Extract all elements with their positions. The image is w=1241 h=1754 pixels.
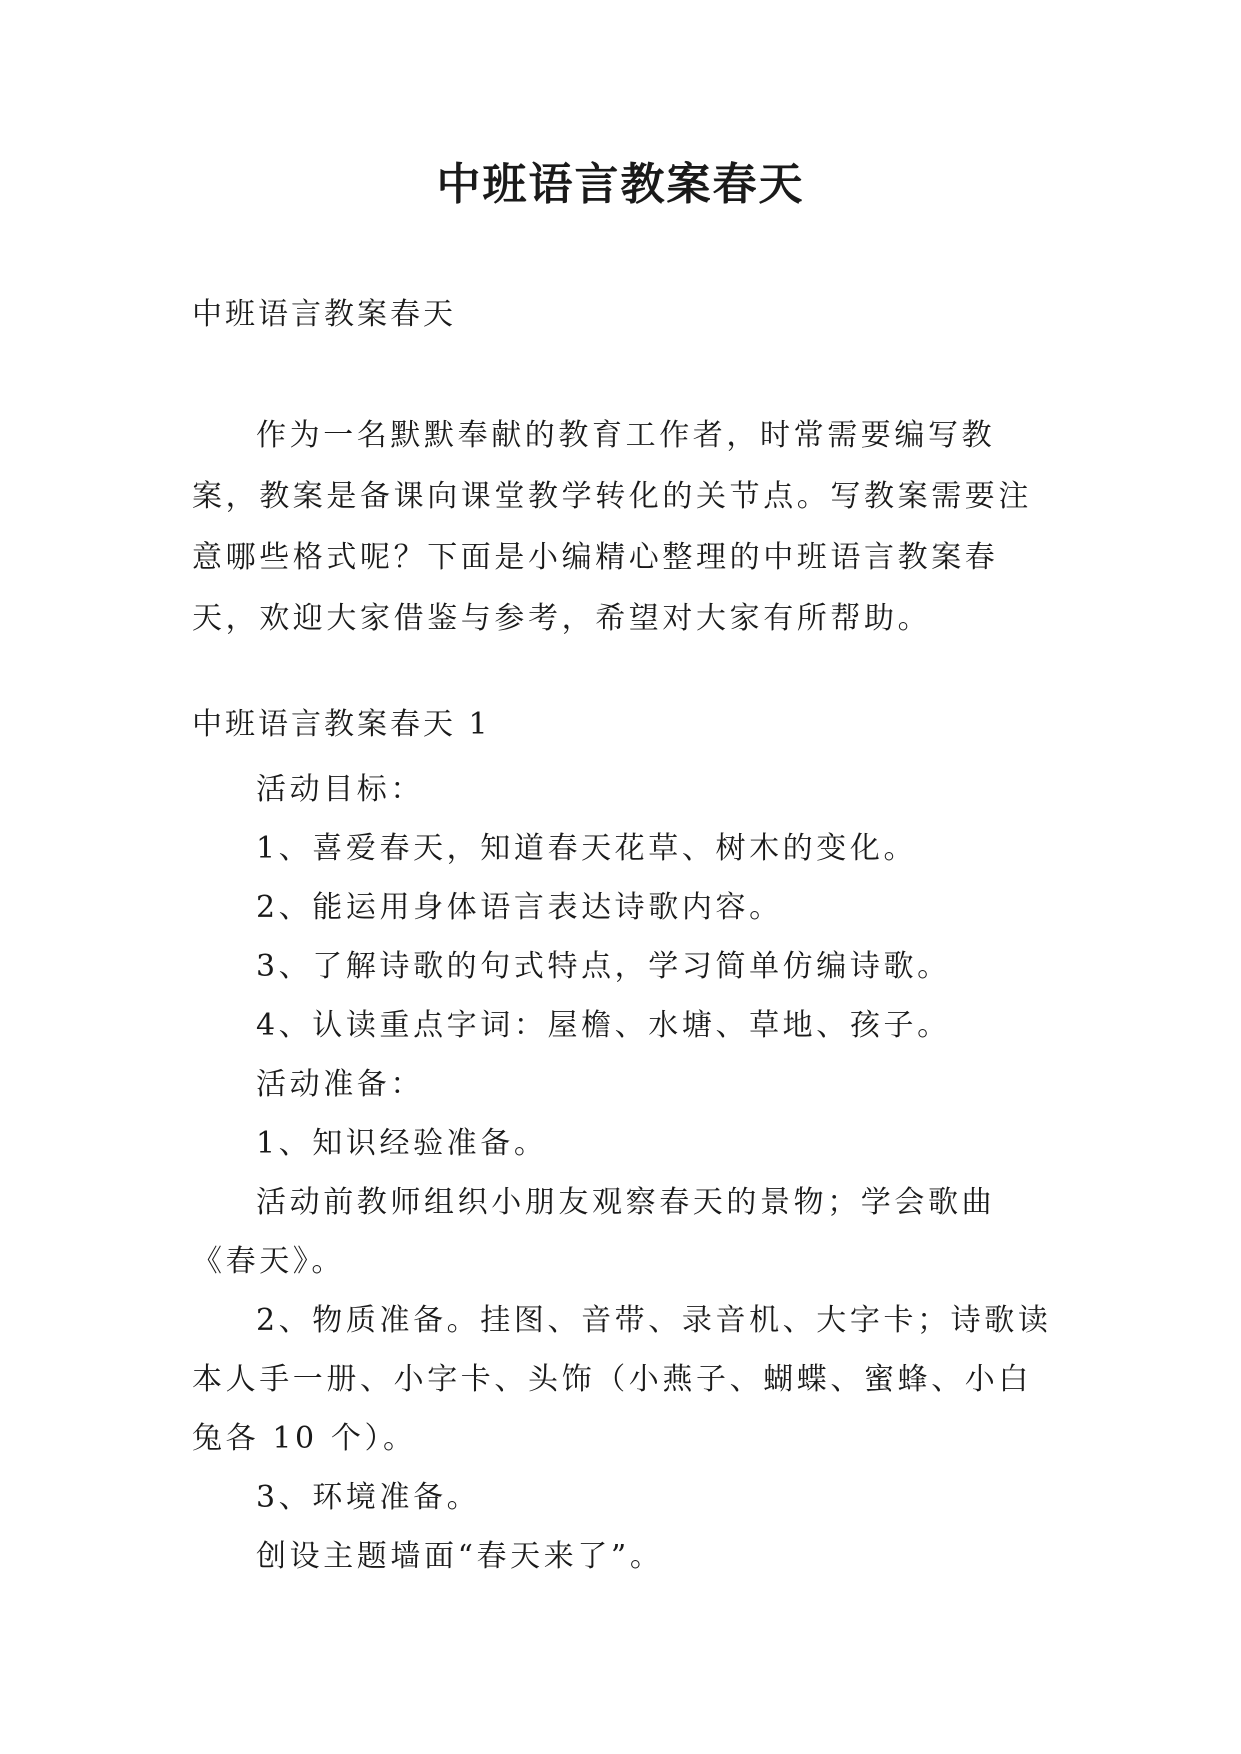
paragraph-goal-2: 2、能运用身体语言表达诗歌内容。 <box>256 890 783 925</box>
paragraph-activity-goals: 活动目标： <box>256 772 424 807</box>
section-heading: 中班语言教案春天 1 <box>192 707 491 742</box>
document-title: 中班语言教案春天 <box>436 159 805 210</box>
intro-paragraph: 作为一名默默奉献的教育工作者，时常需要编写教案，教案是备课向课堂教学转化的关节点。写教案需要注意哪些格式呢？下面是小编精心整理的中班语言教案春天，欢迎大家借鉴与参考，希望对大家有所帮助。 <box>192 418 1032 636</box>
document-subtitle: 中班语言教案春天 <box>192 297 456 332</box>
section-body <box>192 760 1062 1586</box>
paragraph-prep-3-detail: 创设主题墙面“春天来了”。 <box>256 1539 664 1574</box>
paragraph-goal-3: 3、了解诗歌的句式特点，学习简单仿编诗歌。 <box>256 949 951 984</box>
paragraph-goal-4: 4、认读重点字词：屋檐、水塘、草地、孩子。 <box>256 1008 951 1043</box>
paragraph-goal-1: 1、喜爱春天，知道春天花草、树木的变化。 <box>256 831 918 866</box>
paragraph-prep-1-detail: 活动前教师组织小朋友观察春天的景物；学会歌曲《春天》。 <box>192 1185 996 1279</box>
paragraph-activity-prep: 活动准备： <box>256 1067 424 1102</box>
paragraph-prep-2: 2、物质准备。挂图、音带、录音机、大字卡；诗歌读本人手一册、小字卡、头饰（小燕子、蝴蝶、蜜蜂、小白兔各 10 个）。 <box>192 1303 1052 1456</box>
paragraph-prep-3: 3、环境准备。 <box>256 1480 481 1515</box>
paragraph-prep-1: 1、知识经验准备。 <box>256 1126 548 1161</box>
